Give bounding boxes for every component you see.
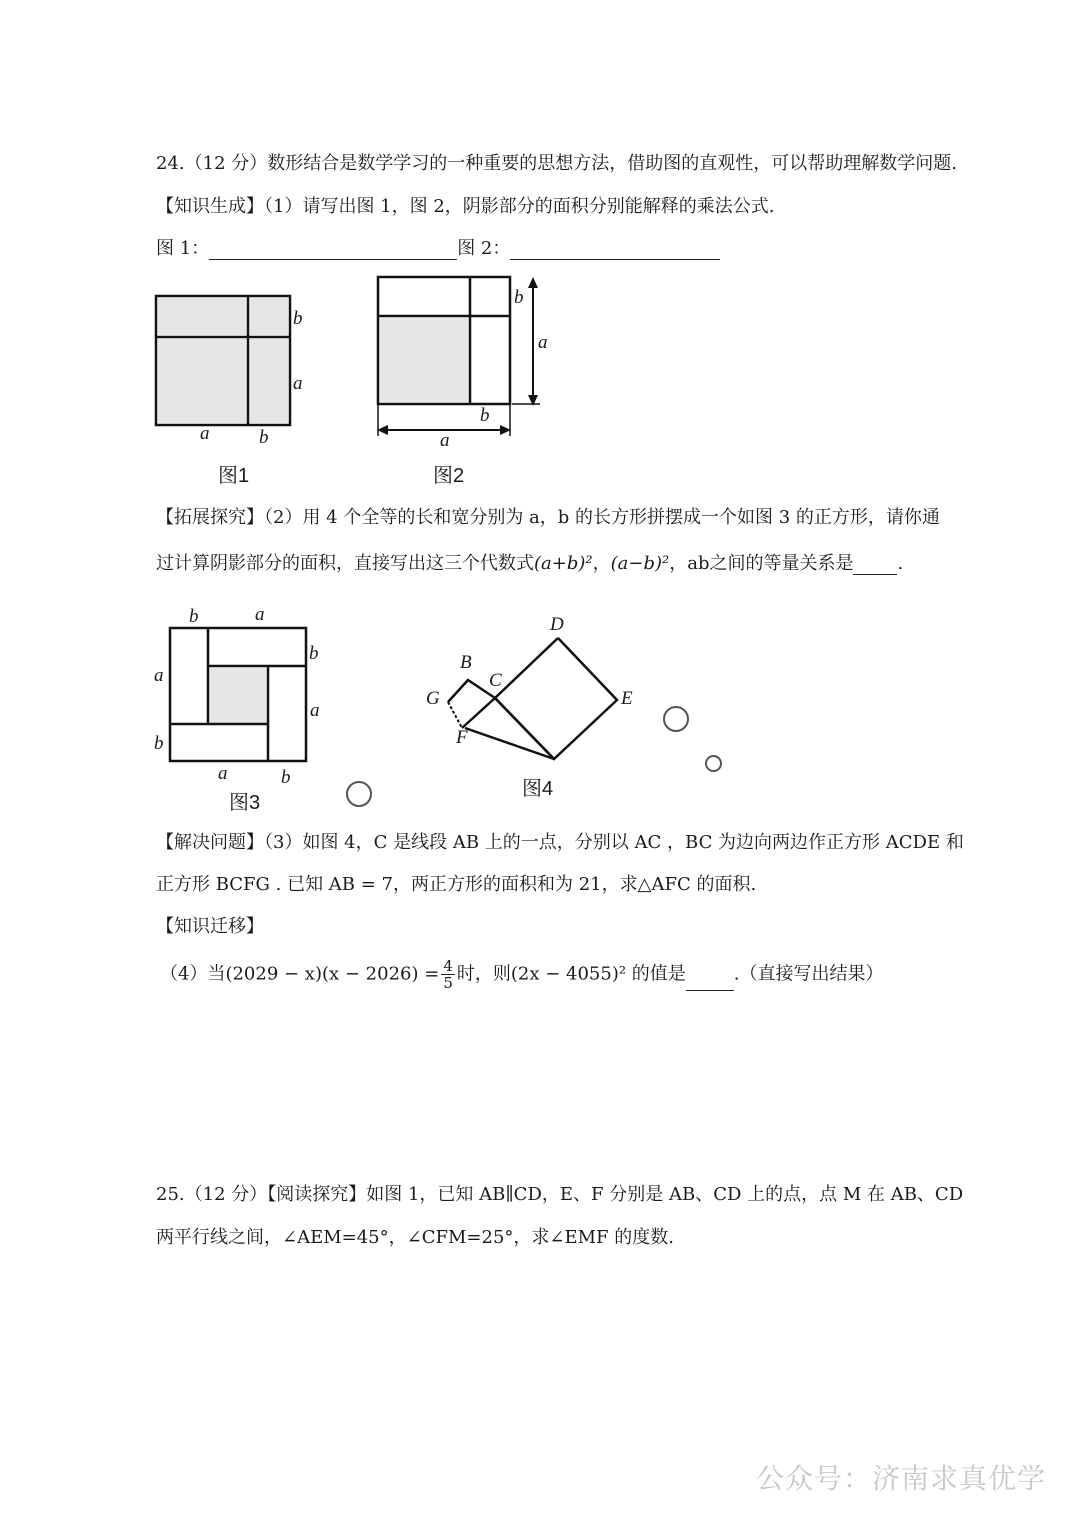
q24-part3-line1: 【解决问题】（3）如图 4，C 是线段 AB 上的一点，分别以 AC ，BC 为边向两边作正方形 ACDE 和 [156,832,964,853]
part2-answer-blank[interactable] [853,556,897,575]
q24-part3-line2: 正方形 BCFG . 已知 AB = 7，两正方形的面积和为 21，求△AFC 的面积. [156,874,757,895]
fig1-label-b-bottom: b [259,427,269,448]
fig4-caption: 图4 [522,778,554,800]
fig3-caption: 图3 [229,792,261,814]
fig2-caption: 图2 [433,465,465,487]
fig3-label-a-left: a [154,665,164,686]
fig2-answer-label: 图 2： [457,238,511,259]
scan-circle-large [663,706,689,732]
fig1-label-b-right: b [293,308,303,329]
part4-text-c: .（直接写出结果） [733,963,884,985]
fig3-label-a-right: a [310,700,320,721]
q24-intro: 24.（12 分）数形结合是数学学习的一种重要的思想方法，借助图的直观性，可以帮助理解数学问题. [156,153,957,174]
q24-part2-line1: 【拓展探究】（2）用 4 个全等的长和宽分别为 a，b 的长方形拼摆成一个如图 3 的正方形，请你通 [156,507,940,528]
q24-part1: 【知识生成】（1）请写出图 1，图 2，阴影部分的面积分别能解释的乘法公式. [156,196,775,217]
fig3-label-a-top: a [255,604,265,625]
scan-circle-small [705,755,722,772]
fig4-label-D: D [550,614,564,635]
expr-a-plus-b-sq: (a+b)² [534,553,593,574]
fig1-label-a-bottom: a [200,423,210,444]
fig2-label-b-top: b [514,287,524,308]
fig1-answer-blank[interactable] [209,241,457,260]
fig4-label-G: G [426,688,440,709]
q25-line1: 25.（12 分）【阅读探究】如图 1，已知 AB∥CD，E、F 分别是 AB、CD 上的点，点 M 在 AB、CD [156,1184,964,1205]
fig1-label-a-right: a [293,373,303,394]
figure-4 [420,620,640,780]
fraction-denominator: 5 [443,974,453,992]
part2-end: . [897,553,904,574]
watermark: 公众号：济南求真优学 [755,1462,1046,1495]
fig3-label-b-left: b [154,733,164,754]
expr-a-minus-b-sq: (a−b)² [610,553,670,574]
part2-text-b: ，ab之间的等量关系是 [669,553,854,574]
part2-sep: ， [592,553,611,574]
fig4-label-B: B [460,652,472,673]
fig3-label-b-top: b [189,606,199,627]
fig2-label-a-right: a [538,332,548,353]
fig3-label-b-right: b [309,643,319,664]
fig4-label-F: F [456,727,468,748]
part4-answer-blank[interactable] [686,972,734,991]
fig2-label-a-bottom: a [440,430,450,451]
fraction-numerator: 4 [443,957,453,975]
part2-text-a: 过计算阴影部分的面积，直接写出这三个代数式 [156,553,534,574]
part4-text-a: （4）当(2029 − x)(x − 2026) = [160,963,440,985]
q24-answer-lines [156,238,720,260]
q24-part4 [160,958,884,998]
q24-part2-line2 [156,553,903,575]
fig3-label-b-bottom: b [281,767,291,788]
figure-3 [160,620,320,770]
fraction-4-5 [441,958,455,991]
fig4-label-C: C [489,670,502,691]
q25-line2: 两平行线之间，∠AEM=45°，∠CFM=25°，求∠EMF 的度数. [156,1227,674,1248]
scan-circle-left [346,781,372,807]
fig1-answer-label: 图 1： [156,238,210,259]
part4-text-b: 时，则(2x − 4055)² 的值是 [456,963,686,985]
figure-2 [370,270,560,440]
fig2-label-b-bottom: b [480,405,490,426]
q24-part4-heading: 【知识迁移】 [156,916,264,937]
fig2-answer-blank[interactable] [510,241,720,260]
fig3-label-a-bottom: a [218,763,228,784]
fig1-caption: 图1 [218,465,250,487]
fig4-label-E: E [621,688,633,709]
